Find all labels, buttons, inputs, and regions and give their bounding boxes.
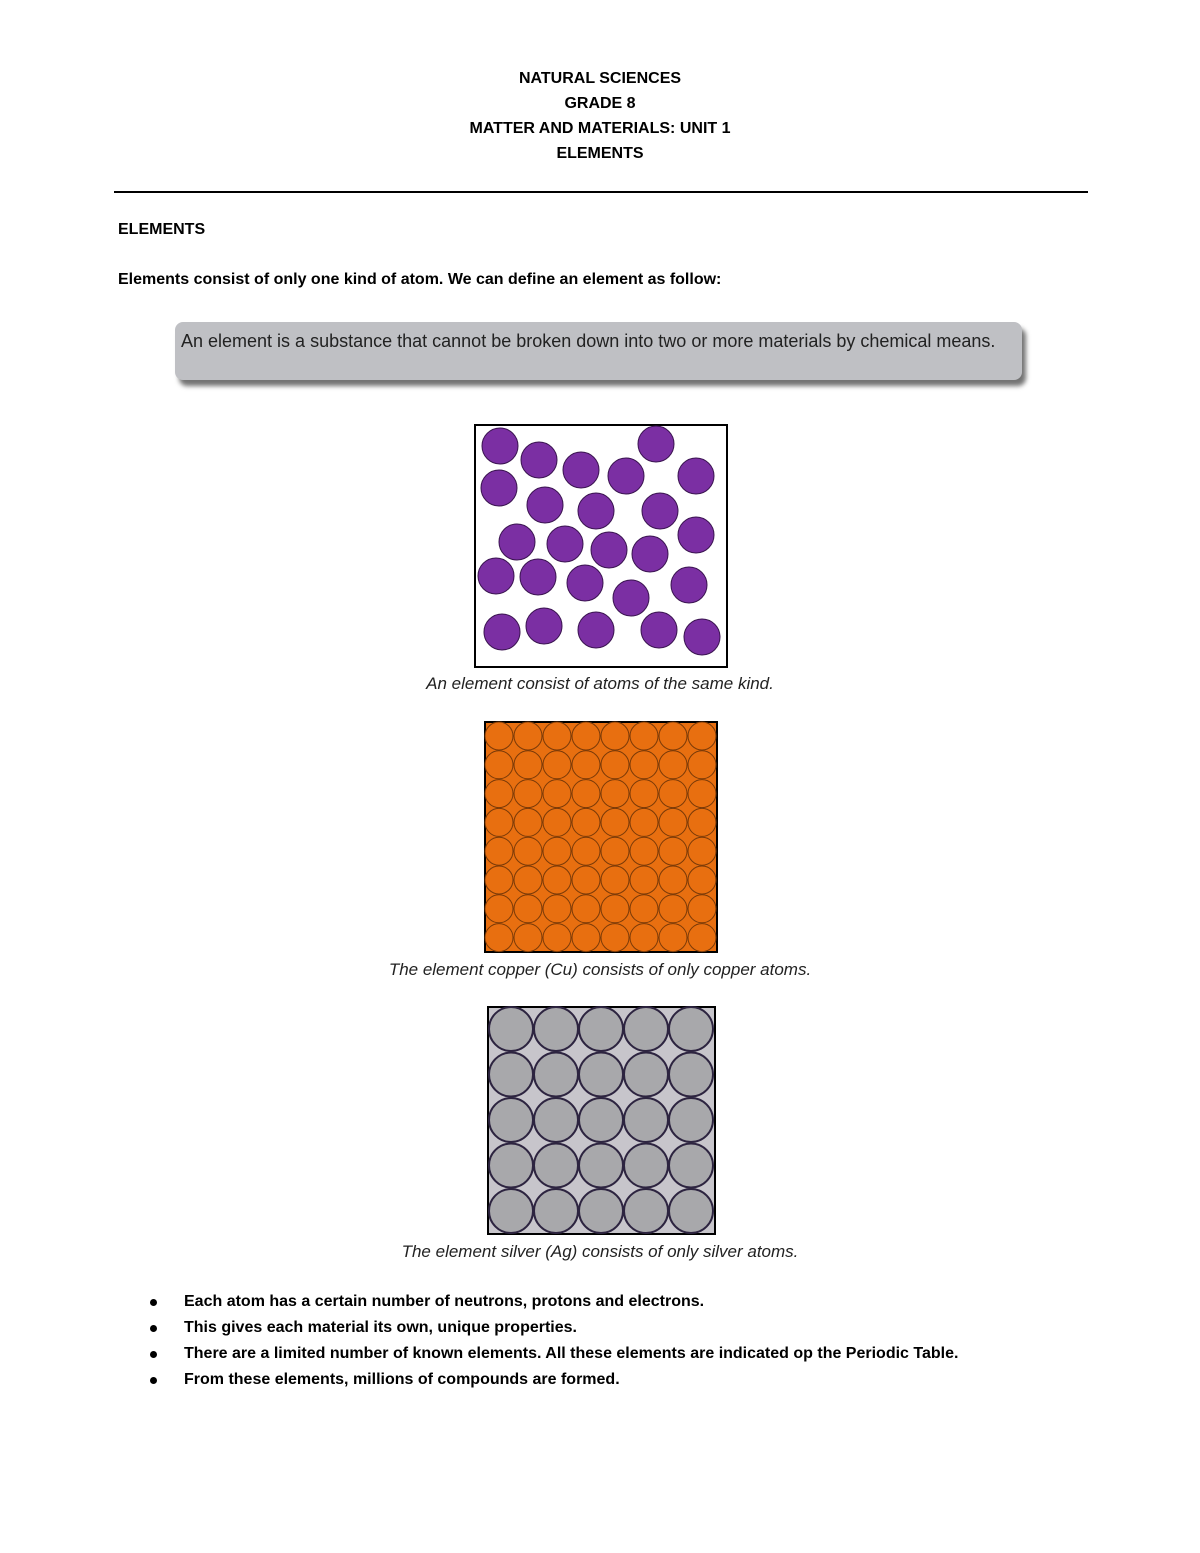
caption-silver: The element silver (Ag) consists of only silver atoms. <box>401 1242 799 1261</box>
atom <box>534 1189 578 1233</box>
caption-generic: An element consist of atoms of the same kind. <box>426 674 774 693</box>
atom <box>688 808 716 836</box>
atom <box>641 612 677 648</box>
atom <box>608 458 644 494</box>
atom <box>534 1144 578 1188</box>
list-item: There are a limited number of known elements. All these elements are indicated op the Periodic Table. <box>140 1343 958 1369</box>
atom <box>485 722 513 750</box>
atom <box>514 808 542 836</box>
atom <box>489 1144 533 1188</box>
atom <box>534 1098 578 1142</box>
atom <box>630 895 658 923</box>
document-header <box>0 66 1200 166</box>
atom <box>601 780 629 808</box>
atom <box>601 924 629 952</box>
header-grade: GRADE 8 <box>564 95 636 112</box>
atom <box>526 608 562 644</box>
atom <box>547 526 583 562</box>
atom <box>624 1007 668 1051</box>
bullet-icon <box>150 1351 157 1358</box>
atom <box>514 924 542 952</box>
atom <box>534 1053 578 1097</box>
atom <box>543 895 571 923</box>
atom <box>659 808 687 836</box>
atom <box>601 722 629 750</box>
atom <box>485 780 513 808</box>
atom <box>591 532 627 568</box>
atom <box>527 487 563 523</box>
atom <box>578 493 614 529</box>
definition-callout <box>175 322 1022 380</box>
atom <box>514 895 542 923</box>
atom <box>579 1053 623 1097</box>
atom <box>489 1007 533 1051</box>
atom <box>572 924 600 952</box>
atom <box>478 558 514 594</box>
list-item: This gives each material its own, unique properties. <box>140 1317 958 1343</box>
atom <box>489 1189 533 1233</box>
atom <box>485 895 513 923</box>
atom <box>499 524 535 560</box>
atom <box>659 780 687 808</box>
atom <box>630 866 658 894</box>
silver-atoms <box>489 1007 713 1233</box>
atom <box>671 567 707 603</box>
atom <box>572 722 600 750</box>
atom <box>659 751 687 779</box>
atom <box>567 565 603 601</box>
atom <box>485 924 513 952</box>
atom <box>601 837 629 865</box>
atom <box>669 1189 713 1233</box>
atom <box>572 866 600 894</box>
atom <box>659 837 687 865</box>
atom <box>601 751 629 779</box>
atom <box>514 751 542 779</box>
atom <box>543 780 571 808</box>
atom <box>601 808 629 836</box>
atom <box>613 580 649 616</box>
atom <box>678 458 714 494</box>
atom <box>630 808 658 836</box>
atom <box>572 780 600 808</box>
atom <box>485 837 513 865</box>
atom <box>514 722 542 750</box>
atom <box>630 924 658 952</box>
atom <box>579 1144 623 1188</box>
atom <box>579 1007 623 1051</box>
bullet-icon <box>150 1377 157 1384</box>
atom <box>624 1053 668 1097</box>
atom <box>642 493 678 529</box>
atom <box>630 780 658 808</box>
atom <box>659 722 687 750</box>
atom <box>688 895 716 923</box>
atom <box>678 517 714 553</box>
atom <box>601 866 629 894</box>
atom <box>543 808 571 836</box>
header-divider <box>114 191 1088 193</box>
atom <box>688 866 716 894</box>
bullet-list <box>140 1291 958 1395</box>
atom <box>543 751 571 779</box>
figure-copper <box>484 721 718 953</box>
atom <box>543 866 571 894</box>
header-unit: MATTER AND MATERIALS: UNIT 1 <box>469 120 731 137</box>
list-item: From these elements, millions of compounds are formed. <box>140 1369 958 1395</box>
atom <box>601 895 629 923</box>
atom <box>572 808 600 836</box>
bullet-icon <box>150 1299 157 1306</box>
atom <box>579 1189 623 1233</box>
atom <box>514 866 542 894</box>
atom <box>482 428 518 464</box>
atom <box>688 780 716 808</box>
atom <box>572 837 600 865</box>
atom <box>669 1007 713 1051</box>
header-topic: ELEMENTS <box>556 145 644 162</box>
atom <box>485 751 513 779</box>
atom <box>543 837 571 865</box>
atom <box>632 536 668 572</box>
atom <box>630 751 658 779</box>
atom <box>514 780 542 808</box>
figure-generic-element <box>474 424 728 668</box>
atom <box>688 722 716 750</box>
definition-text: An element is a substance that cannot be broken down into two or more materials by chemical means. <box>181 331 996 351</box>
caption-copper: The element copper (Cu) consists of only copper atoms. <box>388 960 812 979</box>
atom <box>572 895 600 923</box>
header-subject: NATURAL SCIENCES <box>518 70 682 87</box>
atom <box>624 1189 668 1233</box>
list-item: Each atom has a certain number of neutrons, protons and electrons. <box>140 1291 958 1317</box>
atom <box>579 1098 623 1142</box>
atom <box>520 559 556 595</box>
atom <box>630 837 658 865</box>
atom <box>688 924 716 952</box>
atom <box>624 1098 668 1142</box>
atom <box>485 866 513 894</box>
atom <box>669 1098 713 1142</box>
atom <box>484 614 520 650</box>
atom <box>659 866 687 894</box>
atom <box>630 722 658 750</box>
atom <box>489 1053 533 1097</box>
atom <box>543 924 571 952</box>
bullet-icon <box>150 1325 157 1332</box>
atom <box>688 837 716 865</box>
atom <box>534 1007 578 1051</box>
atom <box>572 751 600 779</box>
atom <box>624 1144 668 1188</box>
atom <box>485 808 513 836</box>
figure-silver <box>487 1006 716 1235</box>
atom <box>489 1098 533 1142</box>
intro-text: Elements consist of only one kind of atom. We can define an element as follow: <box>118 271 722 288</box>
atom <box>669 1053 713 1097</box>
atom <box>659 924 687 952</box>
atom <box>684 619 720 655</box>
atom <box>543 722 571 750</box>
atom <box>669 1144 713 1188</box>
atom <box>688 751 716 779</box>
atom <box>563 452 599 488</box>
section-title: ELEMENTS <box>118 221 206 238</box>
atom <box>578 612 614 648</box>
atom <box>481 470 517 506</box>
atom <box>659 895 687 923</box>
atom <box>521 442 557 478</box>
atom <box>514 837 542 865</box>
atom <box>638 426 674 462</box>
